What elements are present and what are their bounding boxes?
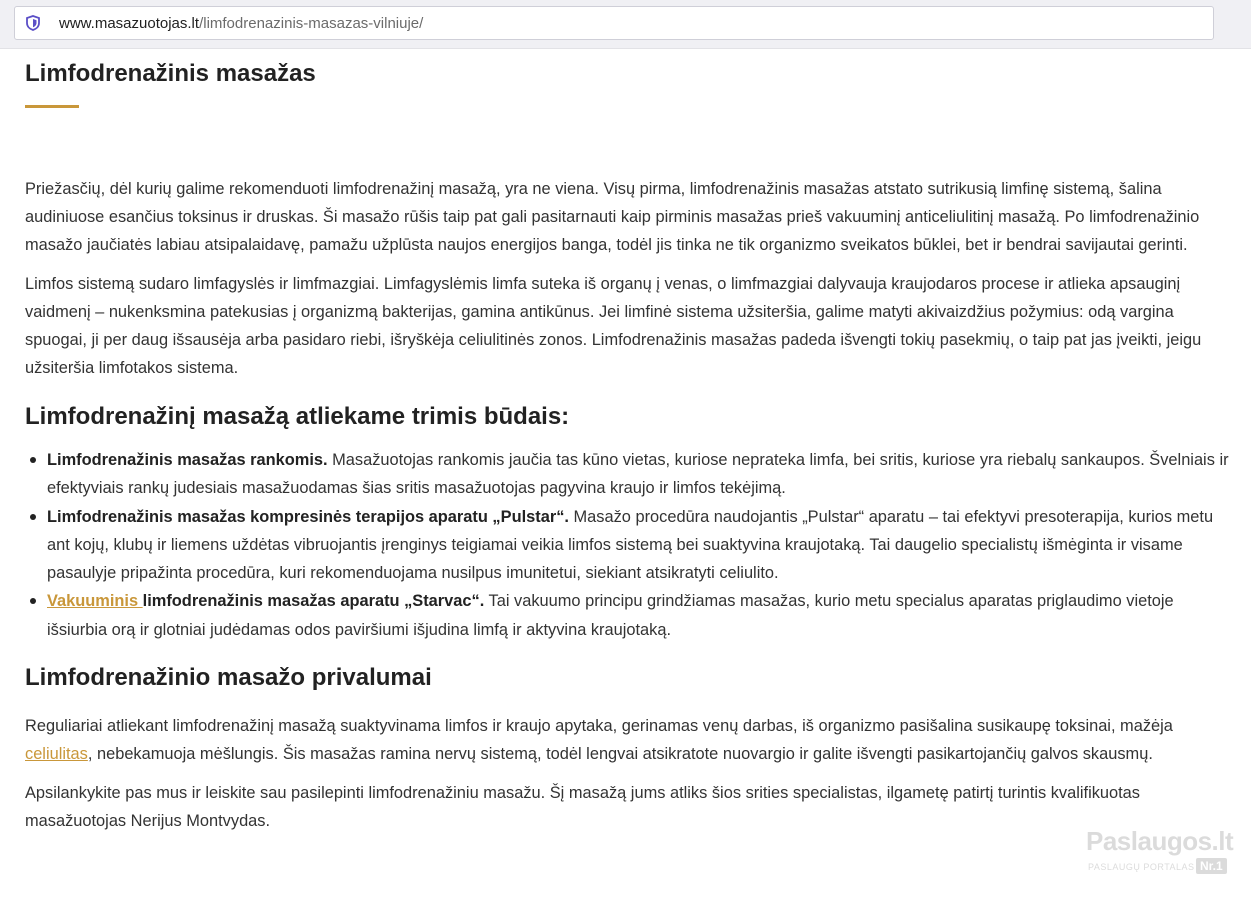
vakuuminis-link[interactable]: Vakuuminis: [47, 592, 143, 611]
browser-toolbar: [0, 0, 1251, 49]
paslaugos-watermark: [1086, 826, 1234, 878]
method-2-title: Limfodrenažinis masažas kompresinės terapijos aparatu „Pulstar“.: [47, 507, 569, 526]
intro-paragraph-1: Priežasčių, dėl kurių galime rekomenduoti limfodrenažinį masažą, yra ne viena. Visų pirma, limfodrenažinis masažas atstato sutrikusią limfinę sistemą, šalina audiniuose esančius toksinus ir druskas. Ši masažo rūšis taip pat gali pasitarnauti kaip pirminis masažas prieš vakuuminį anticeliulitinį masažą. Po limfodrenažinio masažo jaučiatės labiau atsipalaidavę, pamažu užplūsta naujos energijos banga, todėl jis tinka ne tik organizmo sveikatos būklei, bet ir bendrai savijautai gerinti.: [25, 180, 1200, 254]
benefits-text-start: Reguliariai atliekant limfodrenažinį masažą suaktyvinama limfos ir kraujo apytaka, gerinamas venų darbas, iš organizmo pasišalina susikaupę toksinai, mažėja: [25, 717, 1173, 736]
url-path: /limfodrenazinis-masazas-vilniuje/: [199, 14, 424, 32]
method-3-text: Tai vakuumo principu grindžiamas masažas, kurio metu specialus aparatas priglaudimo vietoje išsiurbia orą ir glotniai judėdamas odos paviršiumi išjudina limfą ir aktyvina kraujotaką.: [47, 592, 1174, 639]
method-1-text: Masažuotojas rankomis jaučia tas kūno vietas, kuriose neprateka limfa, bei sritis, kuriose yra riebalų sankaupos. Švelniais ir efektyviais rankų judesiais masažuodamas šias sritis masažuotojas pagyvina kraujo ir limfos tekėjimą.: [47, 451, 1229, 498]
section-title-methods: Limfodrenažinį masažą atliekame trimis būdais:: [25, 403, 570, 430]
list-item: [47, 587, 1235, 644]
address-bar[interactable]: [14, 6, 1214, 40]
page-title: Limfodrenažinis masažas: [25, 60, 316, 87]
closing-paragraph: Apsilankykite pas mus ir leiskite sau pasilepinti limfodrenažiniu masažu. Šį masažą jums atliks šios srities specialistas, ilgametę patirtį turintis kvalifikuotas masažuotojas Nerijus Montvydas.: [25, 784, 1140, 831]
url-domain: www.masazuotojas.lt: [59, 14, 200, 32]
benefits-text-end: , nebekamuoja mėšlungis. Šis masažas ramina nervų sistemą, todėl lengvai atsikratote nuovargio ir galite išvengti pasikartojančių galvos skausmų.: [87, 745, 1153, 764]
benefits-paragraph: [25, 712, 1235, 768]
watermark-subtitle: PASLAUGŲ PORTALAS: [1088, 862, 1195, 872]
title-underline: [25, 105, 79, 108]
url-text[interactable]: [59, 15, 423, 32]
watermark-title: Paslaugos.lt: [1086, 826, 1234, 856]
methods-list: [25, 446, 1235, 644]
list-item: [47, 503, 1235, 588]
intro-paragraph-2: Limfos sistemą sudaro limfagyslės ir limfmazgiai. Limfagyslėmis limfa suteka iš organų į venas, o limfmazgiai dalyvauja kraujodaros procese ir atlieka apsauginį vaidmenį – nukenksmina patekusias į organizmą bakterijas, gamina antikūnus. Jei limfinė sistema užsiteršia, galime matyti akivaizdžius požymius: odą vargina spuogai, ji per daug išsausėja arba pasidaro riebi, išryškėja celiulitinės zonos. Limfodrenažinis masažas padeda išvengti tokių pasekmių, o taip pat jas įveikti, jeigu užsiteršia limfotakos sistema.: [25, 275, 1202, 377]
list-item: [47, 446, 1235, 503]
section-title-benefits: Limfodrenažinio masažo privalumai: [25, 664, 432, 692]
tracking-protection-shield-icon[interactable]: [25, 15, 41, 31]
watermark-badge: Nr.1: [1196, 858, 1227, 874]
method-3-title: limfodrenažinis masažas aparatu „Starvac“.: [142, 592, 485, 611]
article: [25, 56, 1235, 835]
method-1-title: Limfodrenažinis masažas rankomis.: [47, 451, 328, 469]
method-2-text: Masažo procedūra naudojantis „Pulstar“ aparatu – tai efektyvi presoterapija, kurios metu ant kojų, klubų ir liemens uždėtas vibruojantis įrenginys teigiamai veikia limfos sistemą bei suaktyvina kraujotaką. Tai daugelio specialistų išmėginta ir visame pasaulyje pripažinta procedūra, kuri rekomenduojama nusilpus imunitetui, siekiant atsikratyti celiulito.: [47, 507, 1214, 583]
celiulitas-link[interactable]: celiulitas: [25, 745, 88, 764]
